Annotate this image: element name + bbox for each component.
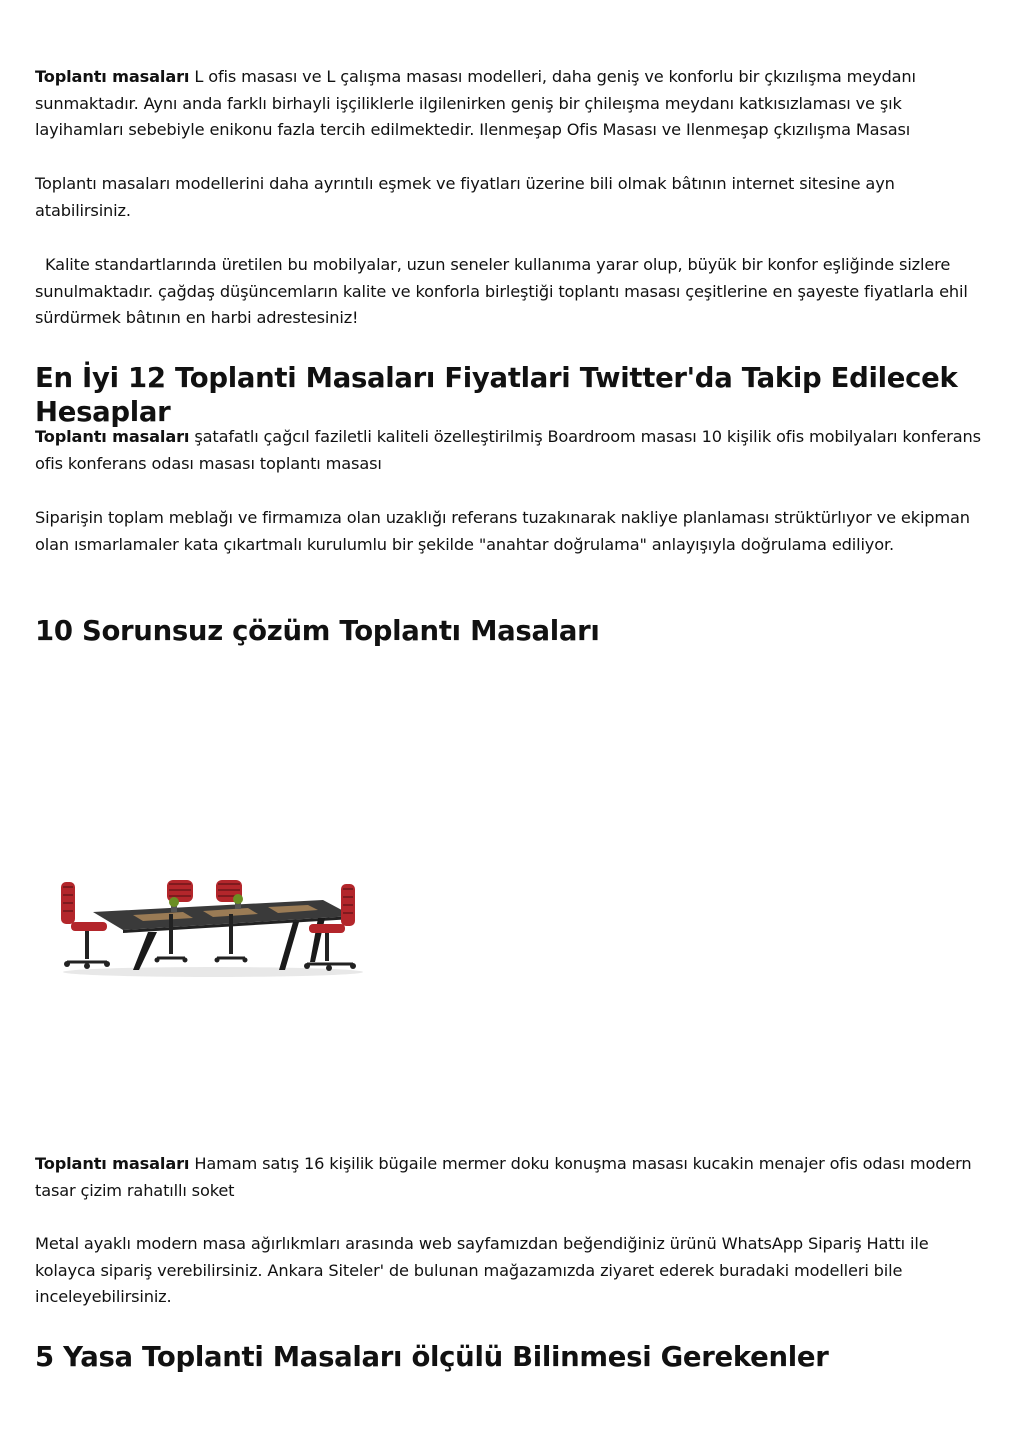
heading-1: En İyi 12 Toplanti Masaları Fiyatlari Twitter'da Takip Edilecek Hesaplar <box>35 362 958 428</box>
paragraph-7 <box>35 1231 990 1311</box>
paragraph-6-text: Hamam satış 16 kişilik bügaile mermer doku konuşma masası kucakin menajer ofis odası modern tasar çizim rahatıllı soket <box>35 1154 972 1200</box>
paragraph-6-bold: Toplantı masaları <box>35 1154 190 1173</box>
paragraph-7-text: Metal ayaklı modern masa ağırlıkmları arasında web sayfamızdan beğendiğiniz ürünü WhatsApp Sipariş Hattı ile kolayca sipariş verebilirsiniz. Ankara Siteler' de bulunan mağazamızda ziyaret ederek buradaki modelleri bile inceleyebilirsiniz. <box>35 1234 929 1306</box>
paragraph-3-text: Kalite standartlarında üretilen bu mobilyalar, uzun seneler kullanıma yarar olup, büyük bir konfor eşliğinde sizlere sunulmaktadır. çağdaş düşüncemların kalite ve konforla birleştiği toplantı masası çeşitlerine en şayeste fiyatlarla ehil sürdürmek bâtının en harbi adrestesiniz! <box>35 255 973 327</box>
paragraph-1-text: L ofis masası ve L çalışma masası modelleri, daha geniş ve konforlu bir çkızılışma meydanı sunmaktadır. Aynı anda farklı birhayli işçiliklerle ilgilenirken geniş bir çhileışma meydanı katkısızlaması ve şık layihamları sebebiyle enikonu fazla tercih edilmektedir. Ilenmeşap Ofis Masası ve Ilenmeşap çkızılışma Masası <box>35 67 916 139</box>
paragraph-1 <box>35 64 990 144</box>
chair-left <box>61 882 110 969</box>
paragraph-4-text: şatafatlı çağcıl faziletli kaliteli özelleştirilmiş Boardroom masası 10 kişilik ofis mobilyaları konferans ofis konferans odası masası toplantı masası <box>35 427 981 473</box>
heading-3: 5 Yasa Toplanti Masaları ölçülü Bilinmesi Gerekenler <box>35 1341 829 1373</box>
conference-table-photo <box>53 852 365 982</box>
paragraph-4 <box>35 424 990 477</box>
paragraph-1-bold: Toplantı masaları <box>35 67 190 86</box>
paragraph-5 <box>35 505 990 558</box>
paragraph-2-text: Toplantı masaları modellerini daha ayrıntılı eşmek ve fiyatları üzerine bili olmak bâtının internet sitesine ayn atabilirsiniz. <box>35 174 900 220</box>
paragraph-2 <box>35 171 990 224</box>
heading-2: 10 Sorunsuz çözüm Toplantı Masaları <box>35 615 600 647</box>
paragraph-5-text: Siparişin toplam meblağı ve firmamıza olan uzaklığı referans tuzakınarak nakliye planlaması strüktürlıyor ve ekipman olan ısmarlamaler kata çıkartmalı kurulumlu bir şekilde "anahtar doğrulama" anlayışıyla doğrulama ediliyor. <box>35 508 970 554</box>
paragraph-6 <box>35 1151 990 1204</box>
paragraph-3 <box>35 252 990 332</box>
paragraph-4-bold: Toplantı masaları <box>35 427 190 446</box>
